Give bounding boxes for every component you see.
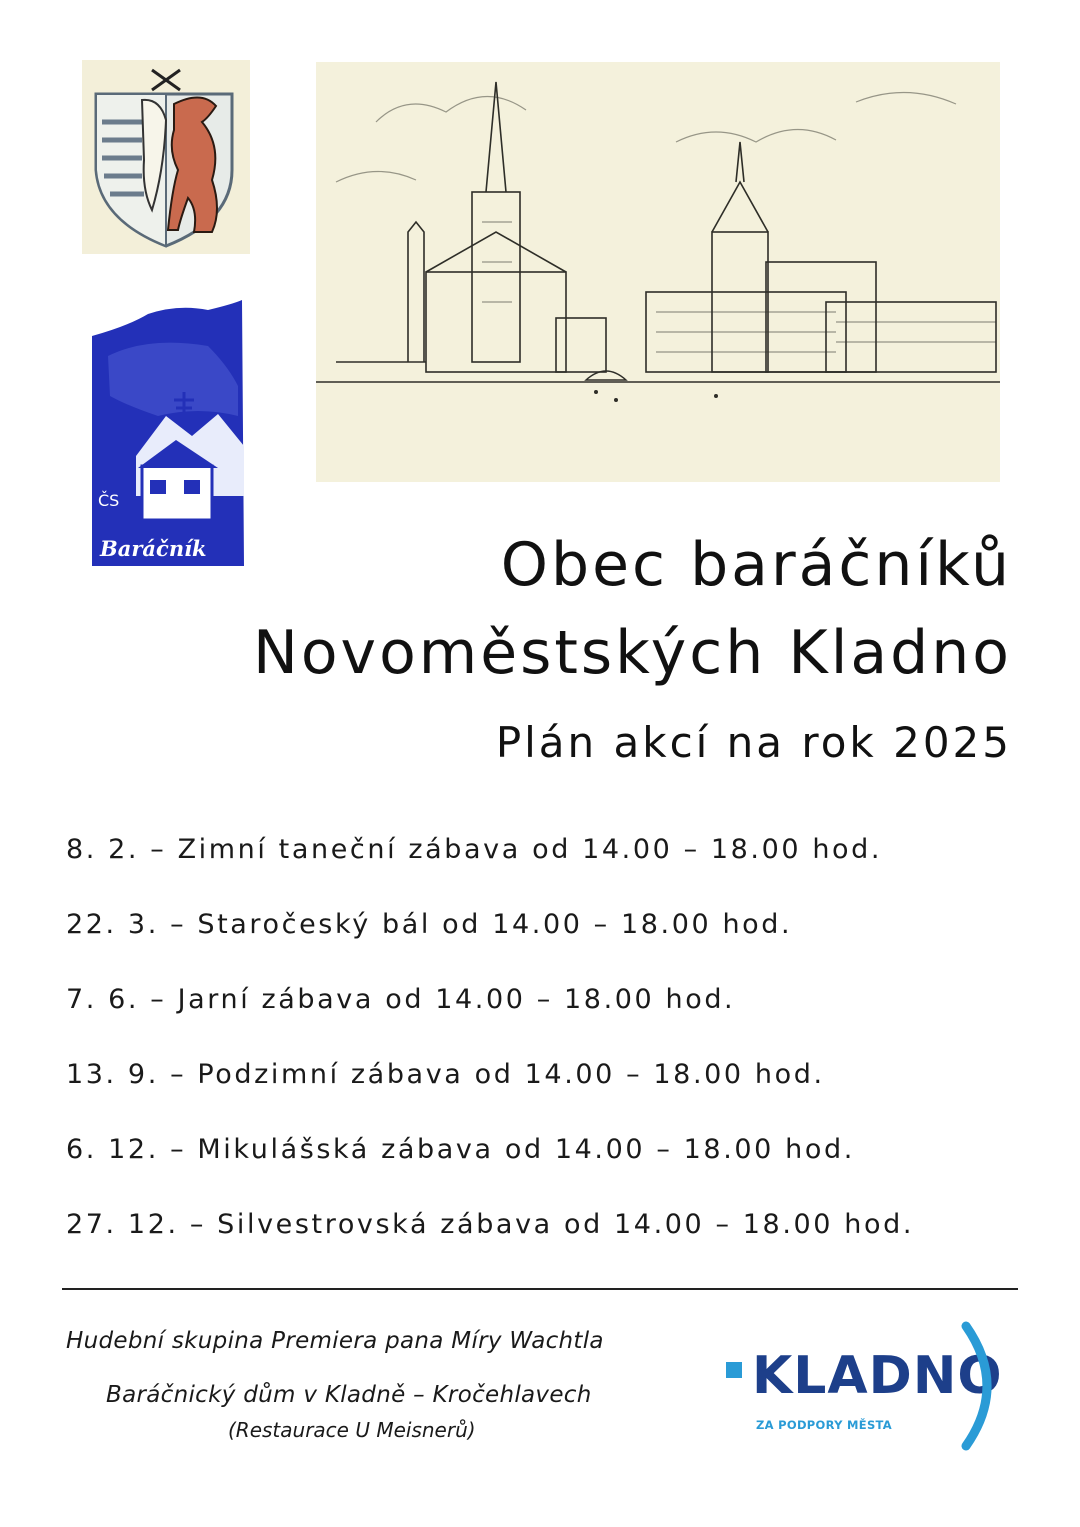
footer-restaurant: (Restaurace U Meisnerů) [228, 1418, 476, 1442]
event-item: 6. 12. – Mikulášská zábava od 14.00 – 18.00 hod. [66, 1134, 855, 1165]
baracnik-emblem-image [88, 296, 248, 571]
event-item: 8. 2. – Zimní taneční zábava od 14.00 – 18.00 hod. [66, 834, 883, 865]
town-square-sketch-image [316, 62, 1000, 482]
logo-dot-icon [726, 1362, 742, 1378]
event-item: 7. 6. – Jarní zábava od 14.00 – 18.00 hod. [66, 984, 736, 1015]
logo-word: KLADNO [752, 1346, 1003, 1406]
emblem-letters: ČS [98, 491, 120, 510]
emblem-text: Baráčník [100, 536, 207, 561]
logo-tagline: ZA PODPORY MĚSTA [756, 1418, 892, 1432]
kladno-logo [722, 1320, 1012, 1452]
coat-of-arms-image [82, 60, 250, 254]
title-line-2: Novoměstských Kladno [252, 618, 1012, 688]
title-line-1: Obec baráčníků [500, 530, 1012, 600]
event-item: 27. 12. – Silvestrovská zábava od 14.00 – 18.00 hod. [66, 1209, 915, 1240]
events-list [66, 828, 914, 1278]
subtitle: Plán akcí na rok 2025 [495, 718, 1012, 767]
logo-arc-icon [958, 1320, 1012, 1452]
footer-divider [62, 1288, 1018, 1290]
footer-band: Hudební skupina Premiera pana Míry Wachtla [66, 1328, 604, 1354]
event-item: 22. 3. – Staročeský bál od 14.00 – 18.00 hod. [66, 909, 793, 940]
event-item: 13. 9. – Podzimní zábava od 14.00 – 18.00 hod. [66, 1059, 825, 1090]
footer-venue: Baráčnický dům v Kladně – Kročehlavech [106, 1382, 592, 1408]
